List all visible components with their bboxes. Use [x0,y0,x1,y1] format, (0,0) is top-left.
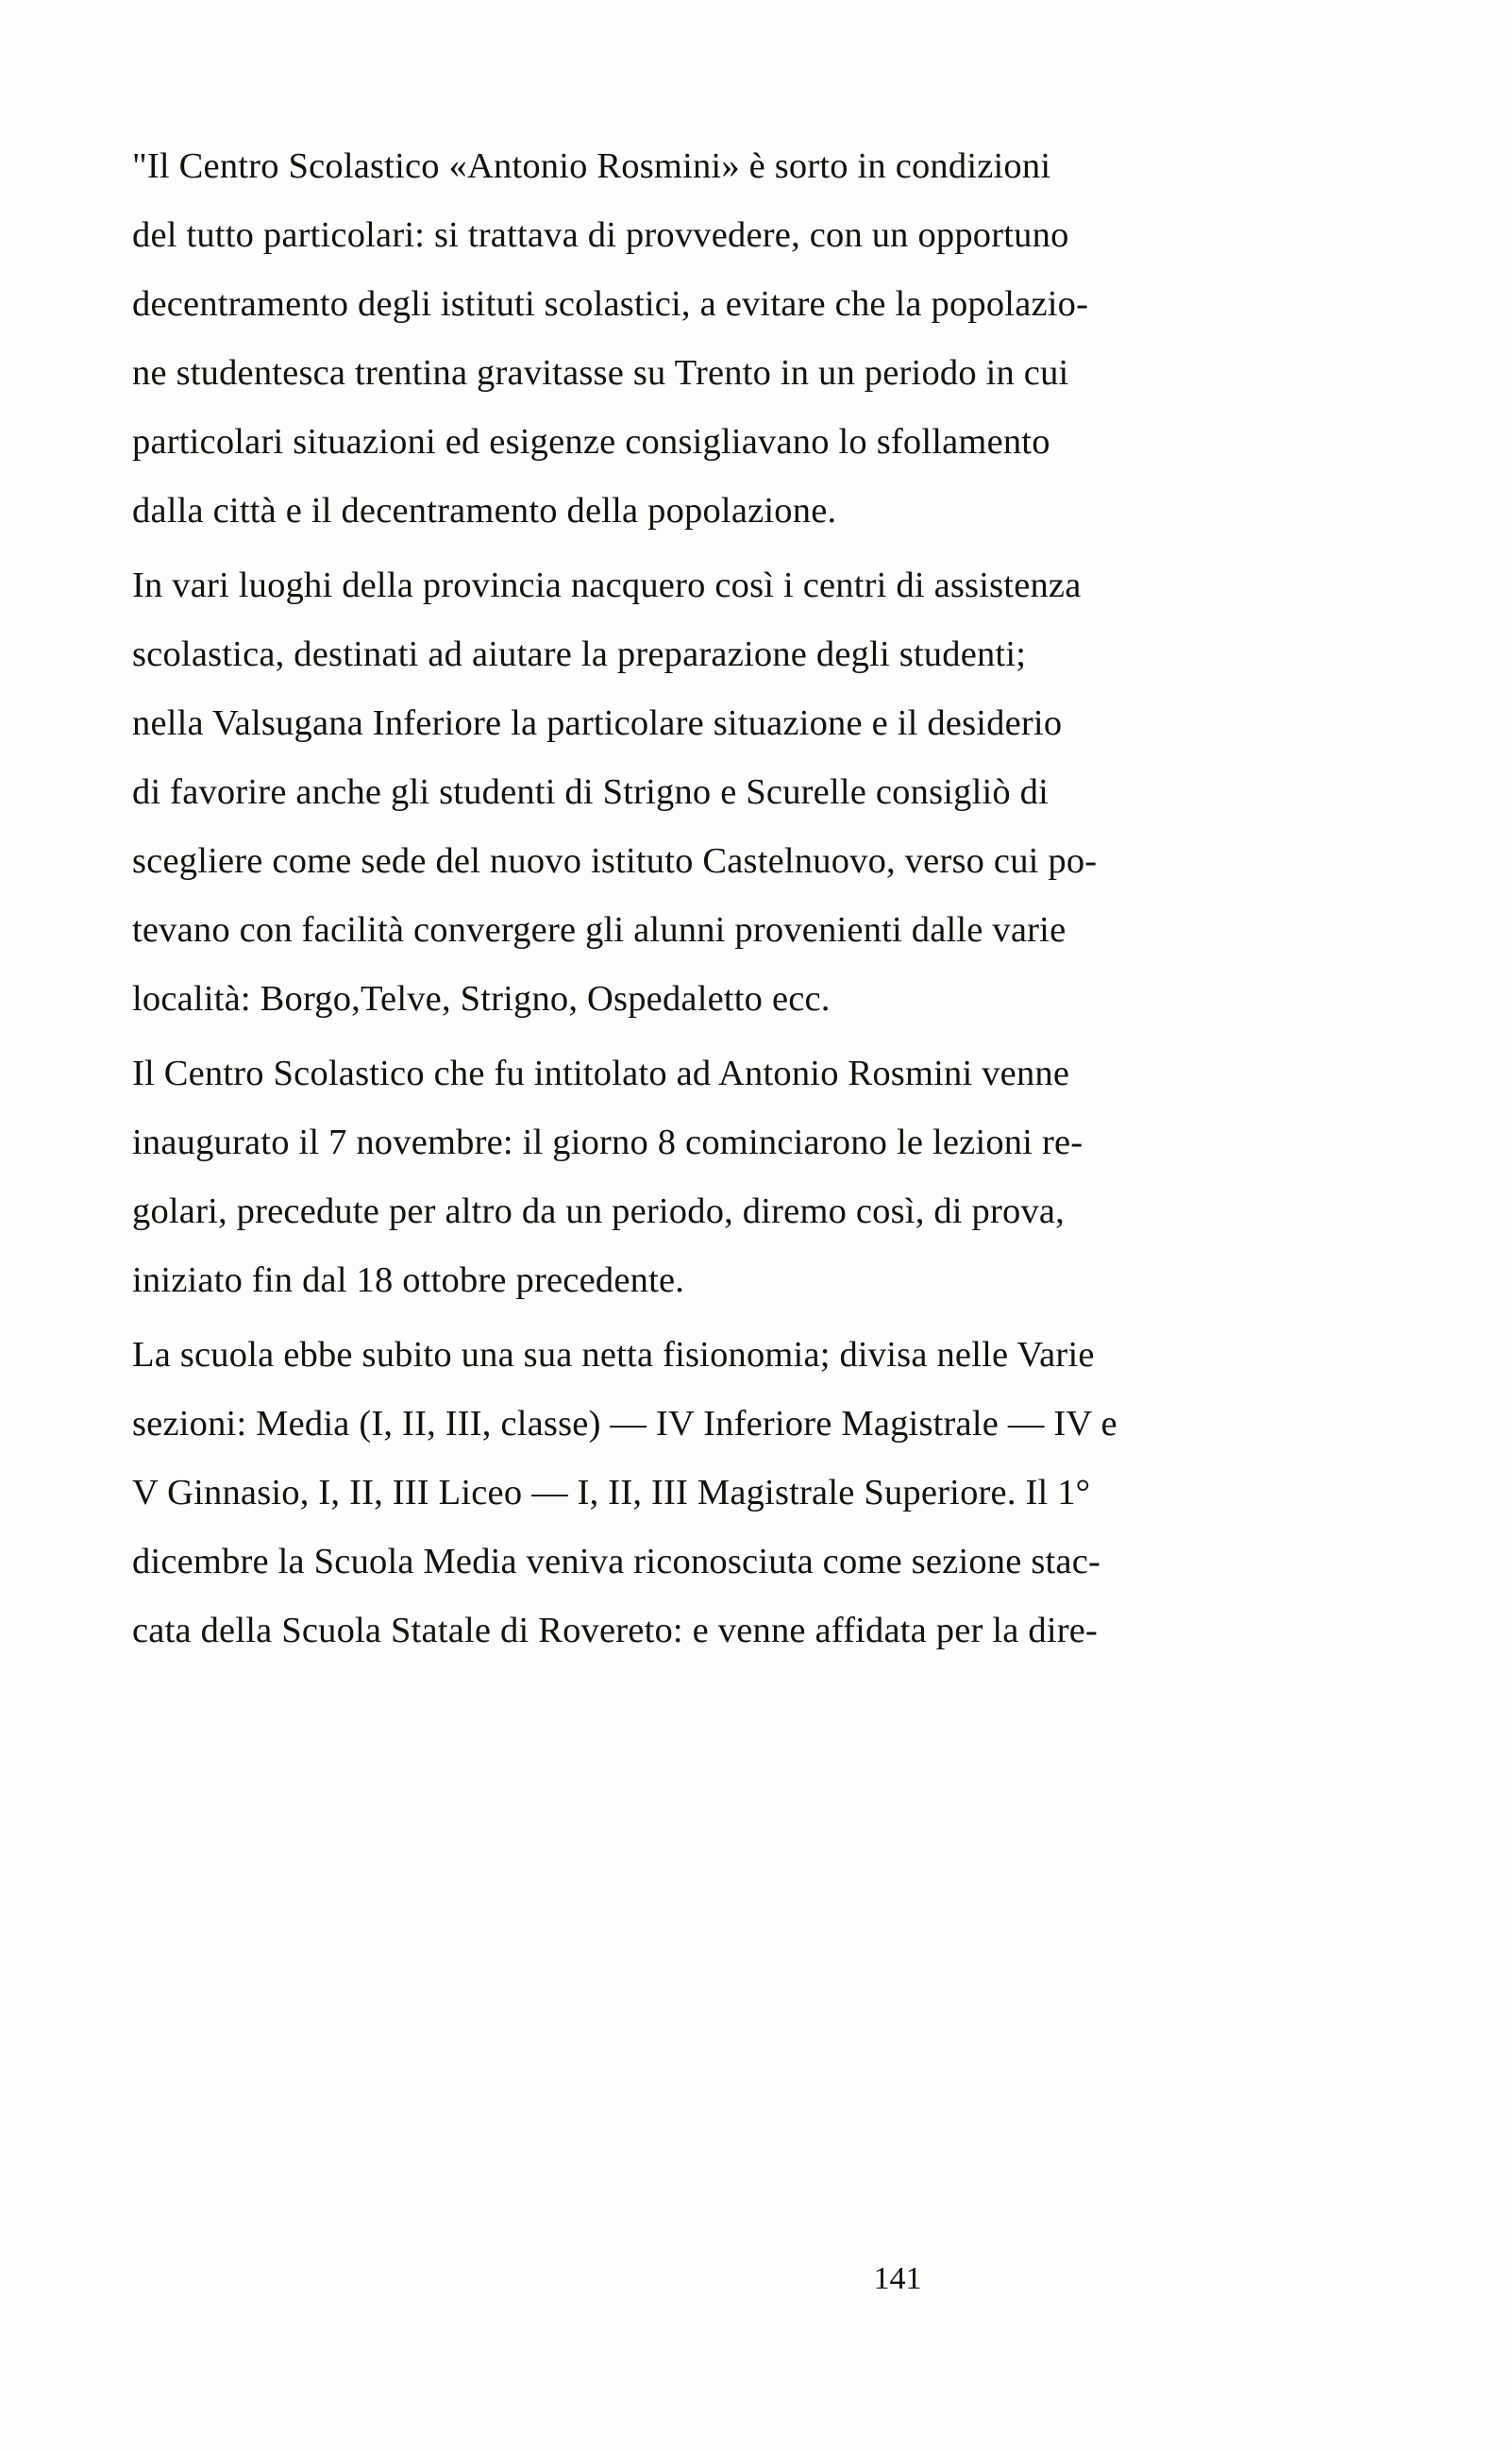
text-line: di favorire anche gli studenti di Strigno e Scurelle consigliò di [132,772,1050,812]
page-number: 141 [873,2261,922,2296]
text-line: sezioni: Media (I, II, III, classe) — IV Inferiore Magistrale — IV e [132,1404,1117,1444]
text-line: dalla città e il decentramento della popolazione. [132,491,837,531]
text-line: golari, precedute per altro da un periodo, diremo così, di prova, [132,1191,1066,1231]
text-line: particolari situazioni ed esigenze consigliavano lo sfollamento [132,422,1050,462]
text-line: del tutto particolari: si trattava di provvedere, con un opportuno [132,215,1069,255]
text-line: "Il Centro Scolastico «Antonio Rosmini» è sorto in condizioni [132,146,1051,186]
text-line: La scuola ebbe subito una sua netta fisionomia; divisa nelle Varie [132,1335,1095,1375]
text-line: ne studentesca trentina gravitasse su Trento in un periodo in cui [132,353,1069,393]
body-text [132,132,1383,1665]
text-line: scegliere come sede del nuovo istituto Castelnuovo, verso cui po- [132,841,1098,881]
paragraph-1 [132,132,1383,546]
paragraph-2 [132,551,1383,1034]
text-line: iniziato fin dal 18 ottobre precedente. [132,1260,685,1300]
text-line: decentramento degli istituti scolastici, a evitare che la popolazio- [132,284,1089,324]
text-line: cata della Scuola Statale di Rovereto: e venne affidata per la dire- [132,1611,1099,1650]
text-line: inaugurato il 7 novembre: il giorno 8 cominciarono le lezioni re- [132,1123,1084,1162]
text-line: V Ginnasio, I, II, III Liceo — I, II, III Magistrale Superiore. Il 1° [132,1473,1091,1512]
page-footer [0,2261,1512,2297]
paragraph-3 [132,1039,1383,1315]
text-line: dicembre la Scuola Media veniva riconosciuta come sezione stac- [132,1542,1101,1581]
text-line: Il Centro Scolastico che fu intitolato ad Antonio Rosmini venne [132,1054,1070,1093]
paragraph-4 [132,1321,1383,1665]
text-line: scolastica, destinati ad aiutare la preparazione degli studenti; [132,634,1027,674]
text-line: località: Borgo,Telve, Strigno, Ospedaletto ecc. [132,979,831,1019]
text-line: nella Valsugana Inferiore la particolare situazione e il desiderio [132,703,1063,743]
text-line: tevano con facilità convergere gli alunni provenienti dalle varie [132,910,1067,950]
text-line: In vari luoghi della provincia nacquero così i centri di assistenza [132,566,1082,605]
